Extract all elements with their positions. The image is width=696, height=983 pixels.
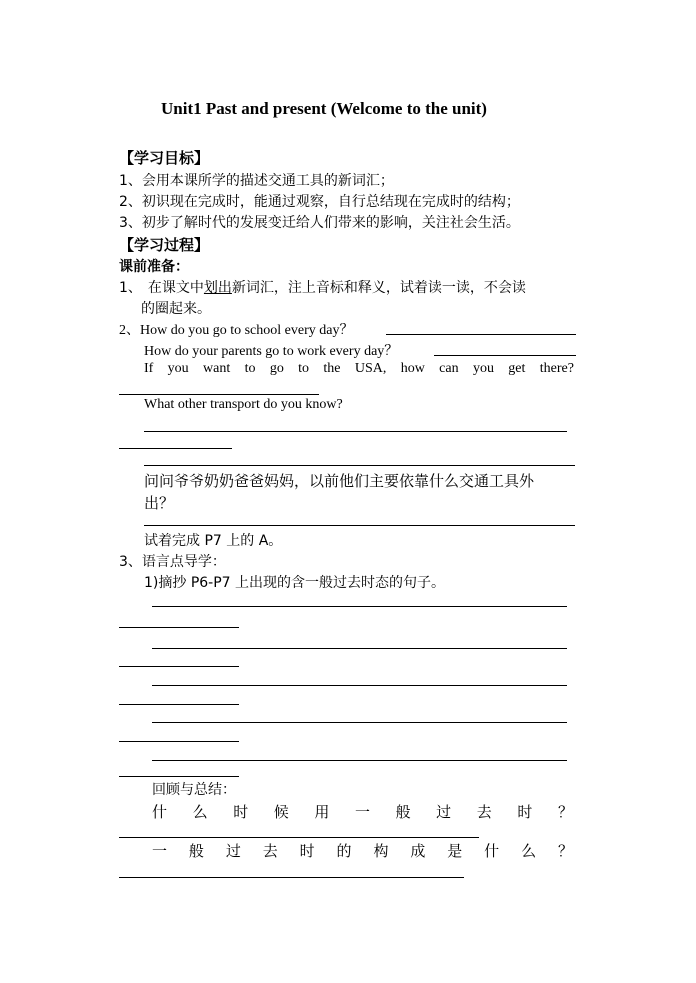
answer-line[interactable] [119, 704, 239, 705]
when-question-char: 去 [476, 803, 492, 821]
q2-line-3-word: go [269, 361, 284, 376]
when-question-char: 么 [192, 803, 208, 821]
form-question-char: 么 [521, 842, 537, 860]
answer-line[interactable] [119, 837, 479, 838]
answer-line[interactable] [119, 877, 464, 878]
goals-heading: 【学习目标】 [119, 149, 210, 167]
q2-line-2: How do your parents go to work every day？ [144, 344, 399, 359]
q2-line-3 [144, 361, 574, 377]
answer-line[interactable] [144, 525, 575, 526]
q1-number: 1、 [119, 280, 142, 296]
q1-text-after: 新词汇，注上音标和释义，试着读一读，不会读 [231, 280, 526, 296]
form-question-char: 什 [484, 842, 500, 860]
answer-line[interactable] [152, 606, 567, 607]
when-question-char: 时 [517, 803, 533, 821]
form-question [152, 840, 573, 861]
q2-line-1: 2、How do you go to school every day？ [119, 323, 354, 338]
q1-text-before: 在课文中 [147, 280, 204, 296]
when-question-char: 候 [273, 803, 289, 821]
q2-line-3-word: If [144, 361, 154, 376]
form-question-char: ？ [557, 842, 573, 860]
answer-line[interactable] [119, 776, 239, 777]
answer-line[interactable] [119, 666, 239, 667]
answer-line[interactable] [152, 760, 567, 761]
answer-line[interactable] [152, 685, 567, 686]
q2-line-3-word: get [508, 361, 526, 376]
q2-line-3-word: how [400, 361, 425, 376]
answer-line[interactable] [386, 334, 576, 335]
form-question-char: 是 [447, 842, 463, 860]
q2-line-4: What other transport do you know? [144, 397, 343, 412]
q2-line-3-word: want [203, 361, 231, 376]
answer-line[interactable] [152, 648, 567, 649]
q3-sub-1: 1)摘抄 P6-P7 上出现的含一般过去时态的句子。 [144, 575, 446, 591]
goal-item-2: 2、初识现在完成时，能通过观察，自行总结现在完成时的结构； [119, 194, 520, 210]
answer-line[interactable] [434, 355, 576, 356]
when-question-char: 什 [152, 803, 168, 821]
answer-line[interactable] [119, 741, 239, 742]
q1-line-1 [119, 277, 526, 297]
page-title: Unit1 Past and present (Welcome to the unit) [161, 99, 487, 118]
q2-line-3-word: you [472, 361, 494, 376]
q2-line-3-word: USA, [354, 361, 387, 376]
q2-cn-line-3: 试着完成 P7 上的 A。 [144, 533, 283, 549]
when-question-char: 用 [314, 803, 330, 821]
when-question-char: 过 [436, 803, 452, 821]
when-question-char: 一 [354, 803, 370, 821]
q2-cn-line-2: 出？ [144, 494, 175, 512]
q2-line-3-word: there? [539, 361, 574, 376]
q2-cn-line-1: 问问爷爷奶奶爸爸妈妈，以前他们主要依靠什么交通工具外 [144, 472, 535, 490]
q2-line-3-word: you [167, 361, 189, 376]
when-question-char: 时 [233, 803, 249, 821]
form-question-char: 的 [336, 842, 352, 860]
when-question [152, 801, 573, 822]
when-question-char: 般 [395, 803, 411, 821]
q2-line-3-word: to [244, 361, 256, 376]
answer-line[interactable] [144, 431, 567, 432]
q1-underlined-text: 划出 [203, 280, 232, 296]
goal-item-3: 3、初步了解时代的发展变迁给人们带来的影响，关注社会生活。 [119, 215, 520, 231]
answer-line[interactable] [144, 465, 575, 466]
process-heading: 【学习过程】 [119, 236, 210, 254]
goal-item-1: 1、会用本课所学的描述交通工具的新词汇； [119, 173, 394, 189]
form-question-char: 去 [262, 842, 278, 860]
form-question-char: 般 [188, 842, 204, 860]
q3-heading: 3、语言点导学： [119, 554, 226, 570]
answer-line[interactable] [119, 448, 232, 449]
answer-line[interactable] [119, 627, 239, 628]
q2-line-3-word: the [323, 361, 341, 376]
answer-line[interactable] [119, 394, 319, 395]
form-question-char: 过 [225, 842, 241, 860]
answer-line[interactable] [152, 722, 567, 723]
q1-line-2: 的圈起来。 [141, 301, 211, 317]
form-question-char: 成 [410, 842, 426, 860]
q2-line-3-word: can [439, 361, 459, 376]
q2-line-3-word: to [298, 361, 310, 376]
prep-label: 课前准备： [119, 259, 189, 275]
form-question-char: 构 [373, 842, 389, 860]
when-question-char: ？ [557, 803, 573, 821]
form-question-char: 一 [152, 842, 168, 860]
review-label: 回顾与总结： [152, 782, 236, 798]
form-question-char: 时 [299, 842, 315, 860]
